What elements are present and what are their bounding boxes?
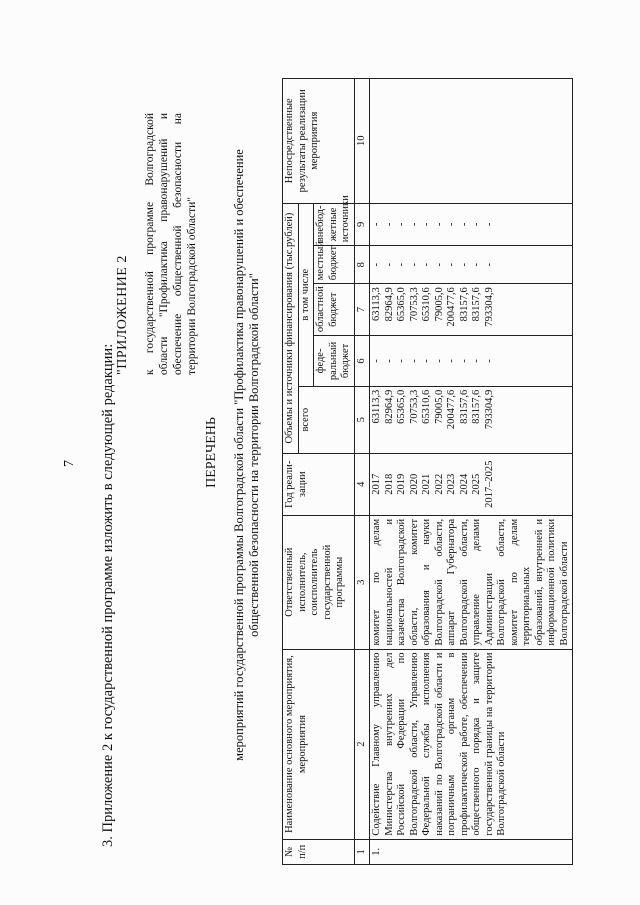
table-row bbox=[370, 79, 573, 865]
appendix-title: "ПРИЛОЖЕНИЕ 2 bbox=[115, 255, 130, 375]
cell-value: - bbox=[408, 359, 420, 363]
cell-value: 2019 bbox=[396, 473, 407, 495]
cell-value: 82964,9 bbox=[383, 287, 395, 322]
cell-value: 2024 bbox=[458, 473, 470, 495]
cell-value: - bbox=[421, 262, 432, 267]
cell-value: 70753,3 bbox=[408, 389, 420, 424]
col-number: 4 bbox=[354, 453, 370, 515]
cell-value: 65310,6 bbox=[421, 287, 432, 322]
cell-value: 2018 bbox=[383, 473, 395, 495]
cell-value: - bbox=[371, 222, 382, 227]
col-number: 2 bbox=[354, 649, 370, 839]
cell-value: - bbox=[446, 359, 457, 363]
cell-value: 63113,3 bbox=[371, 287, 382, 321]
cell-value: 65365,0 bbox=[396, 389, 407, 424]
cell-value: - bbox=[471, 222, 482, 227]
cell-value: - bbox=[471, 359, 482, 363]
cell-value: - bbox=[458, 222, 470, 227]
cell-value: - bbox=[471, 262, 482, 267]
cell-value: 65365,0 bbox=[396, 287, 407, 322]
row-years bbox=[370, 453, 573, 515]
header-year: Год реали-зации bbox=[283, 453, 355, 515]
col-number: 10 bbox=[354, 79, 370, 204]
cell-value: - bbox=[446, 262, 457, 267]
cell-value: 82964,9 bbox=[383, 389, 395, 424]
col-number: 5 bbox=[354, 386, 370, 453]
header-name: Наименование основного мероприятия, мероприятия bbox=[283, 649, 355, 839]
col-number: 6 bbox=[354, 336, 370, 387]
cell-value: 2023 bbox=[446, 473, 457, 495]
cell-value: 79005,0 bbox=[433, 389, 445, 424]
header-including: в том числе bbox=[298, 203, 314, 386]
header-federal: феде-ральный бюджет bbox=[314, 336, 355, 387]
cell-value: 83157,6 bbox=[458, 287, 470, 322]
row-regional bbox=[370, 284, 573, 336]
document-subtitle: мероприятий государственной программы Волгоградской области "Профилактика правонарушений и обеспечение общественной безопасности на территории Волгоградской области" bbox=[232, 149, 261, 761]
header-results: Непосредственные результаты реализации мероприятия bbox=[283, 79, 355, 204]
row-totals bbox=[370, 386, 573, 453]
intro-text: 3. Приложение 2 к государственной программе изложить в следующей редакции: bbox=[100, 343, 116, 847]
cell-value: 83157,6 bbox=[458, 389, 470, 424]
col-number: 7 bbox=[354, 284, 370, 336]
row-federal bbox=[370, 336, 573, 387]
cell-value: 200477,6 bbox=[446, 287, 457, 327]
cell-value: - bbox=[383, 262, 395, 267]
cell-value: - bbox=[421, 222, 432, 227]
col-number: 3 bbox=[354, 515, 370, 649]
col-number: 9 bbox=[354, 203, 370, 246]
header-local: местный бюджет bbox=[314, 246, 355, 284]
cell-value: 793304,9 bbox=[483, 287, 495, 327]
cell-value: 2017 bbox=[371, 473, 382, 495]
cell-value: 2025 bbox=[471, 473, 482, 495]
cell-value: 2020 bbox=[408, 473, 420, 495]
cell-value: 2022 bbox=[433, 473, 445, 495]
cell-value: - bbox=[483, 222, 495, 227]
cell-value: 83157,6 bbox=[471, 389, 482, 424]
cell-value: - bbox=[371, 359, 382, 363]
row-num: 1. bbox=[370, 839, 573, 864]
row-results bbox=[370, 79, 573, 204]
activities-table bbox=[282, 78, 573, 865]
cell-value: 70753,3 bbox=[408, 287, 420, 322]
cell-value: - bbox=[483, 359, 495, 363]
cell-value: 2021 bbox=[421, 473, 432, 495]
header-regional: областной бюджет bbox=[314, 284, 355, 336]
cell-value: - bbox=[396, 262, 407, 267]
cell-value: 79005,0 bbox=[433, 287, 445, 322]
cell-value: 63113,3 bbox=[371, 389, 382, 424]
cell-value: - bbox=[433, 262, 445, 267]
header-executor: Ответственный исполнитель, соисполнитель государственной программы bbox=[283, 515, 355, 649]
cell-value: 2017–2025 bbox=[483, 460, 495, 508]
cell-value: - bbox=[458, 359, 470, 363]
header-total: всего bbox=[298, 386, 354, 453]
row-name: Содействие Главному управлению Министерства внутренних дел Российской Федерации по Волгоградской области, Управлению Федеральной службы исполнения наказаний по Волгоградской области и пограничным органам в профилактической работе, обеспечении общественного порядка и защите государственной границы на территории Волгоградской области bbox=[370, 649, 573, 839]
cell-value: - bbox=[446, 222, 457, 227]
header-volumes: Объемы и источники финансирования (тыс.рублей) bbox=[283, 203, 299, 453]
row-local bbox=[370, 246, 573, 284]
cell-value: - bbox=[433, 359, 445, 363]
cell-value: - bbox=[408, 222, 420, 227]
document-heading: ПЕРЕЧЕНЬ bbox=[204, 417, 219, 488]
cell-value: 83157,6 bbox=[471, 287, 482, 322]
cell-value: - bbox=[458, 262, 470, 267]
row-executor: комитет по делам национальностей и казачества Волгоградской области, комитет образования и науки Волгоградской области, аппарат Губернатора Волгоградской области, управление делами Администрации Волгоградской области, комитет по делам территориальных образований, внутренней и информационной политики Волгоградской области bbox=[370, 515, 573, 649]
cell-value: - bbox=[383, 222, 395, 227]
cell-value: - bbox=[421, 359, 432, 363]
cell-value: - bbox=[396, 359, 407, 363]
col-number: 1 bbox=[354, 839, 370, 864]
page-number: 7 bbox=[62, 460, 77, 467]
cell-value: 65310,6 bbox=[421, 389, 432, 424]
cell-value: - bbox=[408, 262, 420, 267]
header-num: № п/п bbox=[283, 839, 355, 864]
cell-value: - bbox=[383, 359, 395, 363]
cell-value: 793304,9 bbox=[483, 389, 495, 430]
cell-value: - bbox=[433, 222, 445, 227]
cell-value: 200477,6 bbox=[446, 389, 457, 430]
header-extrabudget: внебюд-жетные источники bbox=[314, 203, 355, 246]
column-numbers-row bbox=[354, 79, 370, 865]
cell-value: - bbox=[483, 262, 495, 267]
cell-value: - bbox=[371, 262, 382, 267]
col-number: 8 bbox=[354, 246, 370, 284]
appendix-body: к государственной программе Волгоградской области "Профилактика правонарушений и обеспечение общественной безопасности на территории Волгоградской области" bbox=[144, 113, 198, 375]
row-extrabudget bbox=[370, 203, 573, 246]
cell-value: - bbox=[396, 222, 407, 227]
